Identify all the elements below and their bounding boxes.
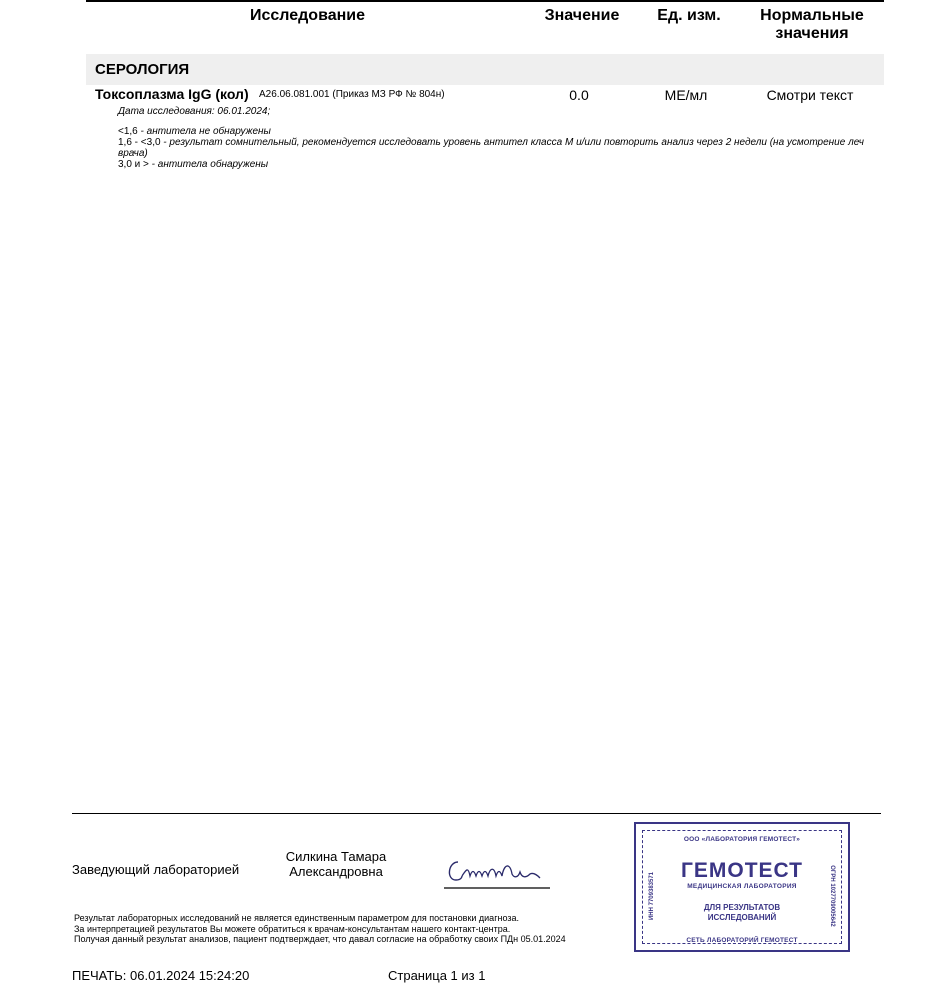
test-date: Дата исследования: 06.01.2024; [118, 106, 271, 117]
test-code: A26.06.081.001 (Приказ МЗ РФ № 804н) [259, 89, 445, 100]
stamp-inner-border [642, 830, 842, 944]
lab-stamp [634, 822, 850, 952]
interpretation-range: 3,0 и > [118, 159, 149, 170]
disclaimer-line: Результат лабораторных исследований не является единственным параметром для постановки диагноза. [74, 913, 519, 923]
test-unit: МЕ/мл [664, 87, 708, 103]
footer-rule [72, 813, 881, 814]
interpretation-range: 1,6 - <3,0 [118, 137, 161, 148]
stamp-top-text: ООО «ЛАБОРАТОРИЯ ГЕМОТЕСТ» [683, 836, 801, 843]
test-normal-values: Смотри текст [766, 87, 854, 103]
interpretation-text: - антитела не обнаружены [137, 126, 271, 137]
stamp-middle-line: ИССЛЕДОВАНИЙ [707, 913, 777, 922]
stamp-subtitle: МЕДИЦИНСКАЯ ЛАБОРАТОРИЯ [687, 883, 797, 890]
test-value: 0.0 [569, 87, 589, 103]
table-top-rule [86, 0, 884, 2]
interpretation-range: <1,6 [118, 126, 138, 137]
stamp-middle [643, 903, 841, 923]
stamp-middle-line: ДЛЯ РЕЗУЛЬТАТОВ [703, 903, 781, 912]
interpretation-text: - результат сомнительный, рекомендуется исследовать уровень антител класса М и/или повторить анализ через 2 недели (на усмотрение леч врача) [118, 137, 864, 159]
column-header-study: Исследование [250, 7, 365, 24]
signature-image [440, 848, 555, 893]
stamp-logo-text: ГЕМОТЕСТ [680, 859, 804, 882]
test-name: Токсоплазма IgG (кол) [95, 86, 249, 102]
section-bar [86, 54, 884, 85]
stamp-ogrn: ОГРН 1027709005642 [829, 865, 835, 927]
column-header-value: Значение [544, 7, 620, 24]
head-of-lab-name: Силкина Тамара Александровна [285, 849, 387, 879]
interpretation-text: - антитела обнаружены [148, 159, 269, 170]
page-number: Страница 1 из 1 [388, 968, 486, 983]
section-title: СЕРОЛОГИЯ [95, 61, 190, 78]
stamp-bottom-text: СЕТЬ ЛАБОРАТОРИЙ ГЕМОТЕСТ [686, 937, 798, 944]
disclaimer [74, 913, 566, 945]
disclaimer-line: За интерпретацией результатов Вы можете обратиться к врачам-консультантам нашего контакт-центра. [74, 923, 511, 934]
interpretation-line [118, 159, 888, 170]
signature [440, 848, 555, 893]
stamp-inn: ИНН 7709383571 [649, 872, 655, 921]
interpretation-line [118, 137, 888, 159]
interpretation-line [118, 126, 888, 137]
print-timestamp: ПЕЧАТЬ: 06.01.2024 15:24:20 [72, 968, 250, 983]
column-header-unit: Ед. изм. [657, 7, 721, 24]
head-of-lab-label: Заведующий лабораторией [72, 862, 240, 877]
disclaimer-line: Получая данный результат анализов, пациент подтверждает, что давал согласие на обработку своих ПДн 05.01.2024 [74, 934, 566, 944]
column-header-normal: Нормальные значения [760, 7, 864, 42]
